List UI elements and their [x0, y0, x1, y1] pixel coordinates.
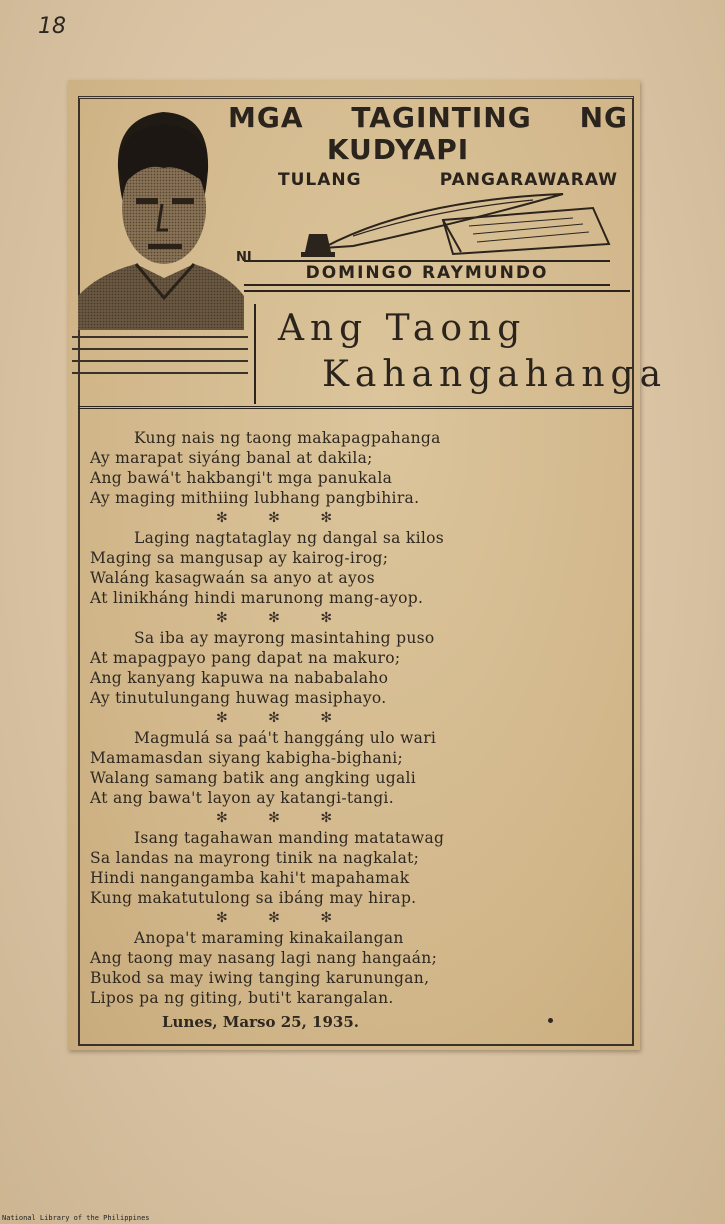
header-divider: [244, 290, 630, 292]
poem-line: Ay marapat siyáng banal at dakila;: [90, 449, 373, 467]
poem-line: Bukod sa may iwing tanging karunungan,: [90, 969, 430, 987]
subtitle-word: TULANG: [278, 170, 362, 190]
author-portrait-image: [78, 98, 244, 330]
series-title: [228, 102, 628, 166]
subtitle-word: PANGARAWARAW: [439, 170, 618, 190]
poem-line: Hindi nangangamba kahi't mapahamak: [90, 869, 410, 887]
poem-line: Ang bawá't hakbangi't mga panukala: [90, 469, 393, 487]
series-title-word: MGA: [228, 101, 304, 134]
poem-line: Ay maging mithiing lubhang pangbihira.: [90, 489, 420, 507]
poem-title-line2: Kahangahanga: [322, 354, 668, 395]
series-title-word: NG: [579, 101, 628, 134]
stanza-separator: ✻ ✻ ✻: [216, 810, 351, 826]
stanza-separator: ✻ ✻ ✻: [216, 710, 351, 726]
poem-line: Ang kanyang kapuwa na nababalaho: [90, 669, 389, 687]
poem-line: Laging nagtataglay ng dangal sa kilos: [134, 529, 444, 547]
page-number: 18: [38, 14, 66, 39]
stanza-separator: ✻ ✻ ✻: [216, 510, 351, 526]
poem-line: Magmulá sa paá't hanggáng ulo wari: [134, 729, 437, 747]
poem-line: Ay tinutulungang huwag masiphayo.: [90, 689, 387, 707]
end-mark: [548, 1018, 553, 1023]
poem-line: Kung nais ng taong makapagpahanga: [134, 429, 441, 447]
poem-title: [278, 306, 668, 398]
poem-line: Kung makatutulong sa ibáng may hirap.: [90, 889, 417, 907]
poem-line: At mapagpayo pang dapat na makuro;: [90, 649, 401, 667]
stanza: [90, 828, 570, 908]
stanza: [90, 528, 570, 608]
decorative-rules: [72, 336, 248, 384]
poem-line: Lipos pa ng giting, buti't karangalan.: [90, 989, 394, 1007]
author-name: DOMINGO RAYMUNDO: [244, 260, 610, 286]
stanza: [90, 928, 570, 1008]
series-subtitle: [278, 170, 618, 190]
poem-title-line1: Ang Taong: [278, 308, 527, 349]
poem-line: Mamamasdan siyang kabigha-bighani;: [90, 749, 404, 767]
poem-line: Sa iba ay mayrong masintahing puso: [134, 629, 435, 647]
stanza: [90, 628, 570, 708]
stanza: [90, 428, 570, 508]
poem-line: Isang tagahawan manding matatawag: [134, 829, 445, 847]
series-title-word: TAGINTING: [351, 101, 532, 134]
poem-line: Walang samang batik ang angking ugali: [90, 769, 417, 787]
poem-line: Anopa't maraming kinakailangan: [134, 929, 404, 947]
stanza-separator: ✻ ✻ ✻: [216, 610, 351, 626]
title-divider: [78, 406, 632, 409]
by-label: NI: [236, 250, 252, 265]
series-title-line2: KUDYAPI: [326, 133, 470, 166]
dateline: Lunes, Marso 25, 1935.: [162, 1013, 359, 1031]
poem-line: Sa landas na mayrong tinik na nagkalat;: [90, 849, 420, 867]
quill-and-book-icon: [293, 190, 613, 260]
stanza: [90, 728, 570, 808]
poem-line: At ang bawa't layon ay katangi-tangi.: [90, 789, 394, 807]
footer-credit: National Library of the Philippines: [2, 1214, 150, 1222]
stanza-separator: ✻ ✻ ✻: [216, 910, 351, 926]
poem-body: [90, 428, 570, 1008]
poem-line: Ang taong may nasang lagi nang hangaán;: [90, 949, 438, 967]
poem-line: Waláng kasagwaán sa anyo at ayos: [90, 569, 375, 587]
poem-line: At linikháng hindi marunong mang-ayop.: [90, 589, 424, 607]
poem-line: Maging sa mangusap ay kairog-irog;: [90, 549, 389, 567]
